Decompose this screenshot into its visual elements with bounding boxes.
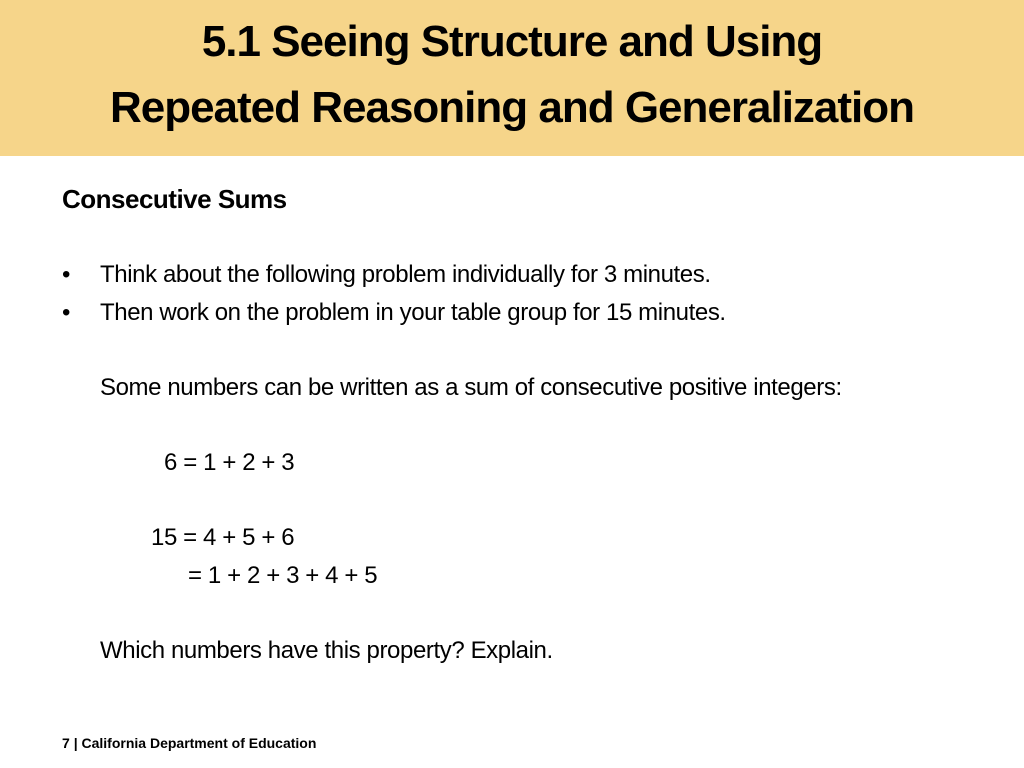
title-banner: [0, 0, 1024, 156]
bullet-item-1: Think about the following problem individually for 3 minutes.: [100, 261, 711, 288]
slide-footer: [62, 734, 316, 752]
example-fifteen-first: 15 = 4 + 5 + 6: [151, 524, 295, 551]
slide-title-line-2: Repeated Reasoning and Generalization: [109, 83, 915, 132]
bullet-icon: •: [62, 299, 71, 326]
section-heading: Consecutive Sums: [62, 184, 287, 214]
example-fifteen-second: = 1 + 2 + 3 + 4 + 5: [188, 562, 378, 589]
example-six: 6 = 1 + 2 + 3: [164, 449, 295, 476]
bullet-icon: •: [62, 261, 71, 288]
problem-intro: Some numbers can be written as a sum of consecutive positive integers:: [100, 374, 842, 401]
page-number: 7: [62, 735, 70, 751]
problem-question: Which numbers have this property? Explain.: [100, 637, 553, 664]
footer-organization: California Department of Education: [81, 735, 317, 751]
footer-separator: |: [73, 735, 78, 751]
bullet-item-2: Then work on the problem in your table group for 15 minutes.: [100, 299, 726, 326]
slide-title-line-1: 5.1 Seeing Structure and Using: [201, 17, 823, 66]
